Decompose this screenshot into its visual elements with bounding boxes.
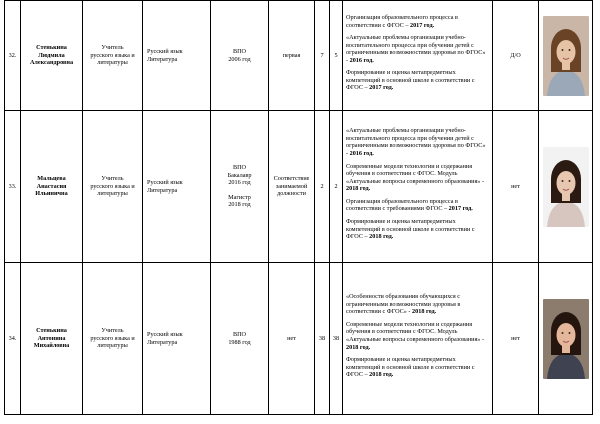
experience-total: 7 — [315, 1, 330, 111]
qualification-year: 2018 год. — [346, 185, 371, 193]
teacher-name-line: Антонина — [37, 334, 66, 342]
qualification-year: 2018 год. — [369, 233, 394, 241]
teacher-education — [211, 111, 269, 263]
teacher-position-line: литературы — [97, 190, 128, 198]
education-line: 2016 год — [228, 179, 251, 187]
teacher-photo — [543, 16, 589, 96]
teacher-photo-cell — [539, 111, 593, 263]
experience-pedagogical: 38 — [330, 263, 343, 415]
teacher-position — [83, 111, 143, 263]
qualification-year: 2017 год. — [448, 205, 473, 213]
teachers-table-body — [5, 1, 593, 415]
experience-total: 2 — [315, 111, 330, 263]
teacher-position-line: литературы — [97, 59, 128, 67]
teacher-note: Д/О — [493, 1, 539, 111]
qualification-course: Формирование и оценка метапредметных компетенций в основной школе в соответствии с ФГОС – 2018 год. — [346, 356, 475, 379]
education-line: 2006 год — [228, 55, 251, 63]
teacher-name-line: Михайловна — [33, 342, 70, 350]
education-line: Бакалавр — [227, 171, 252, 179]
experience-pedagogical: 5 — [330, 1, 343, 111]
teacher-photo — [543, 299, 589, 379]
qualification-course: Современные модели технологии и содержания обучения в соответствии с ФГОС. Модуль «Актуальные вопросы современного образования» - 2018 год. — [346, 320, 485, 351]
qualification-year: 2018 год. — [346, 343, 371, 351]
qualification-course: «Актуальные проблемы организации учебно-воспитательного процесса при обучении детей с ограниченными возможностями здоровья по ФГОС» - 2016 год. — [346, 127, 486, 158]
teacher-category: нет — [269, 263, 315, 415]
teacher-subjects — [143, 263, 211, 415]
teacher-subject-line: Русский язык — [147, 330, 183, 338]
woman-portrait-photo — [543, 299, 589, 379]
education-gap — [211, 187, 268, 194]
teacher-name-line: Стенькина — [36, 44, 67, 52]
teacher-position-line: Учитель — [101, 175, 124, 183]
woman-portrait-photo — [543, 147, 589, 227]
qualification-course: «Особенности образования обучающихся с ограниченными возможностями здоровья в соответствии с ФГОС» - 2018 год. — [346, 293, 461, 316]
teacher-subject-line: Литература — [147, 186, 178, 194]
teacher-name-line: Стенькина — [36, 327, 67, 335]
teacher-subjects — [143, 1, 211, 111]
teacher-photo — [543, 147, 589, 227]
table-row — [5, 1, 593, 111]
table-row — [5, 111, 593, 263]
table-row — [5, 263, 593, 415]
teacher-name — [21, 111, 83, 263]
education-line: 2018 год — [228, 201, 251, 209]
teacher-position-line: литературы — [97, 342, 128, 350]
row-number: 33. — [5, 111, 21, 263]
row-number: 34. — [5, 263, 21, 415]
teacher-position-line: Учитель — [101, 44, 124, 52]
teacher-photo-cell — [539, 263, 593, 415]
qualification-course: Формирование и оценка метапредметных компетенций в основной школе в соответствии с ФГОС – 2018 год. — [346, 217, 475, 241]
teacher-name — [21, 1, 83, 111]
teacher-subject-line: Русский язык — [147, 47, 183, 55]
teacher-education — [211, 1, 269, 111]
teacher-subject-line: Литература — [147, 338, 178, 346]
qualification-course: «Актуальные проблемы организации учебно-воспитательного процесса при обучении детей с ограниченными возможностями здоровья по ФГОС» - 2016 год. — [346, 34, 486, 64]
qualification-year: 2017 год. — [369, 84, 394, 92]
education-line: Магистр — [228, 193, 251, 201]
teacher-position-line: Учитель — [101, 327, 124, 335]
teacher-position-line: русского языка и — [90, 51, 135, 59]
teacher-subject-line: Русский язык — [147, 178, 183, 186]
qualification-courses — [343, 111, 493, 263]
teacher-position-line: русского языка и — [90, 334, 135, 342]
qualification-year: 2017 год. — [409, 21, 435, 29]
teacher-category: Соответствие занимаемой должности — [269, 111, 315, 263]
education-line: ВПО — [232, 330, 247, 338]
teacher-photo-cell — [539, 1, 593, 111]
woman-portrait-photo — [543, 16, 589, 96]
teacher-name-line: Мальцева — [37, 175, 66, 183]
row-number: 32. — [5, 1, 21, 111]
teacher-name-line: Людмила — [38, 51, 65, 59]
teacher-education — [211, 263, 269, 415]
experience-total: 38 — [315, 263, 330, 415]
qualification-courses — [343, 1, 493, 111]
teacher-position — [83, 263, 143, 415]
teacher-name — [21, 263, 83, 415]
education-line: ВПО — [232, 164, 247, 172]
qualification-year: 2018 год. — [369, 371, 394, 379]
teacher-name-line: Анастасия — [36, 182, 67, 190]
qualification-course: Организация образовательного процесса в соответствии с ФГОС – 2017 год. — [346, 13, 458, 29]
teacher-position-line: русского языка и — [90, 182, 135, 190]
teacher-subjects — [143, 111, 211, 263]
teachers-table — [4, 0, 593, 415]
qualification-courses — [343, 263, 493, 415]
education-line: 1988 год — [228, 338, 251, 346]
education-line: ВПО — [232, 47, 247, 55]
teacher-subject-line: Литература — [147, 55, 178, 63]
teacher-note: нет — [493, 111, 539, 263]
teacher-name-line: Александровна — [29, 59, 74, 67]
qualification-year: 2018 год. — [412, 308, 437, 316]
experience-pedagogical: 2 — [330, 111, 343, 263]
qualification-year: 2016 год. — [349, 150, 374, 158]
qualification-course: Современные модели технологии и содержания обучения в соответствии с ФГОС. Модуль «Актуальные вопросы современного образования» - 2018 год. — [346, 162, 485, 193]
qualification-course: Формирование и оценка метапредметных компетенций в основной школе в соответствии с ФГОС – 2017 год. — [346, 69, 475, 92]
teacher-note: нет — [493, 263, 539, 415]
teacher-position — [83, 1, 143, 111]
teacher-category: первая — [269, 1, 315, 111]
qualification-course: Организация образовательного процесса в соответствии с требованиями ФГОС – 2017 год. — [346, 197, 473, 213]
qualification-year: 2016 год. — [349, 56, 374, 64]
teacher-name-line: Ильинична — [35, 190, 68, 198]
